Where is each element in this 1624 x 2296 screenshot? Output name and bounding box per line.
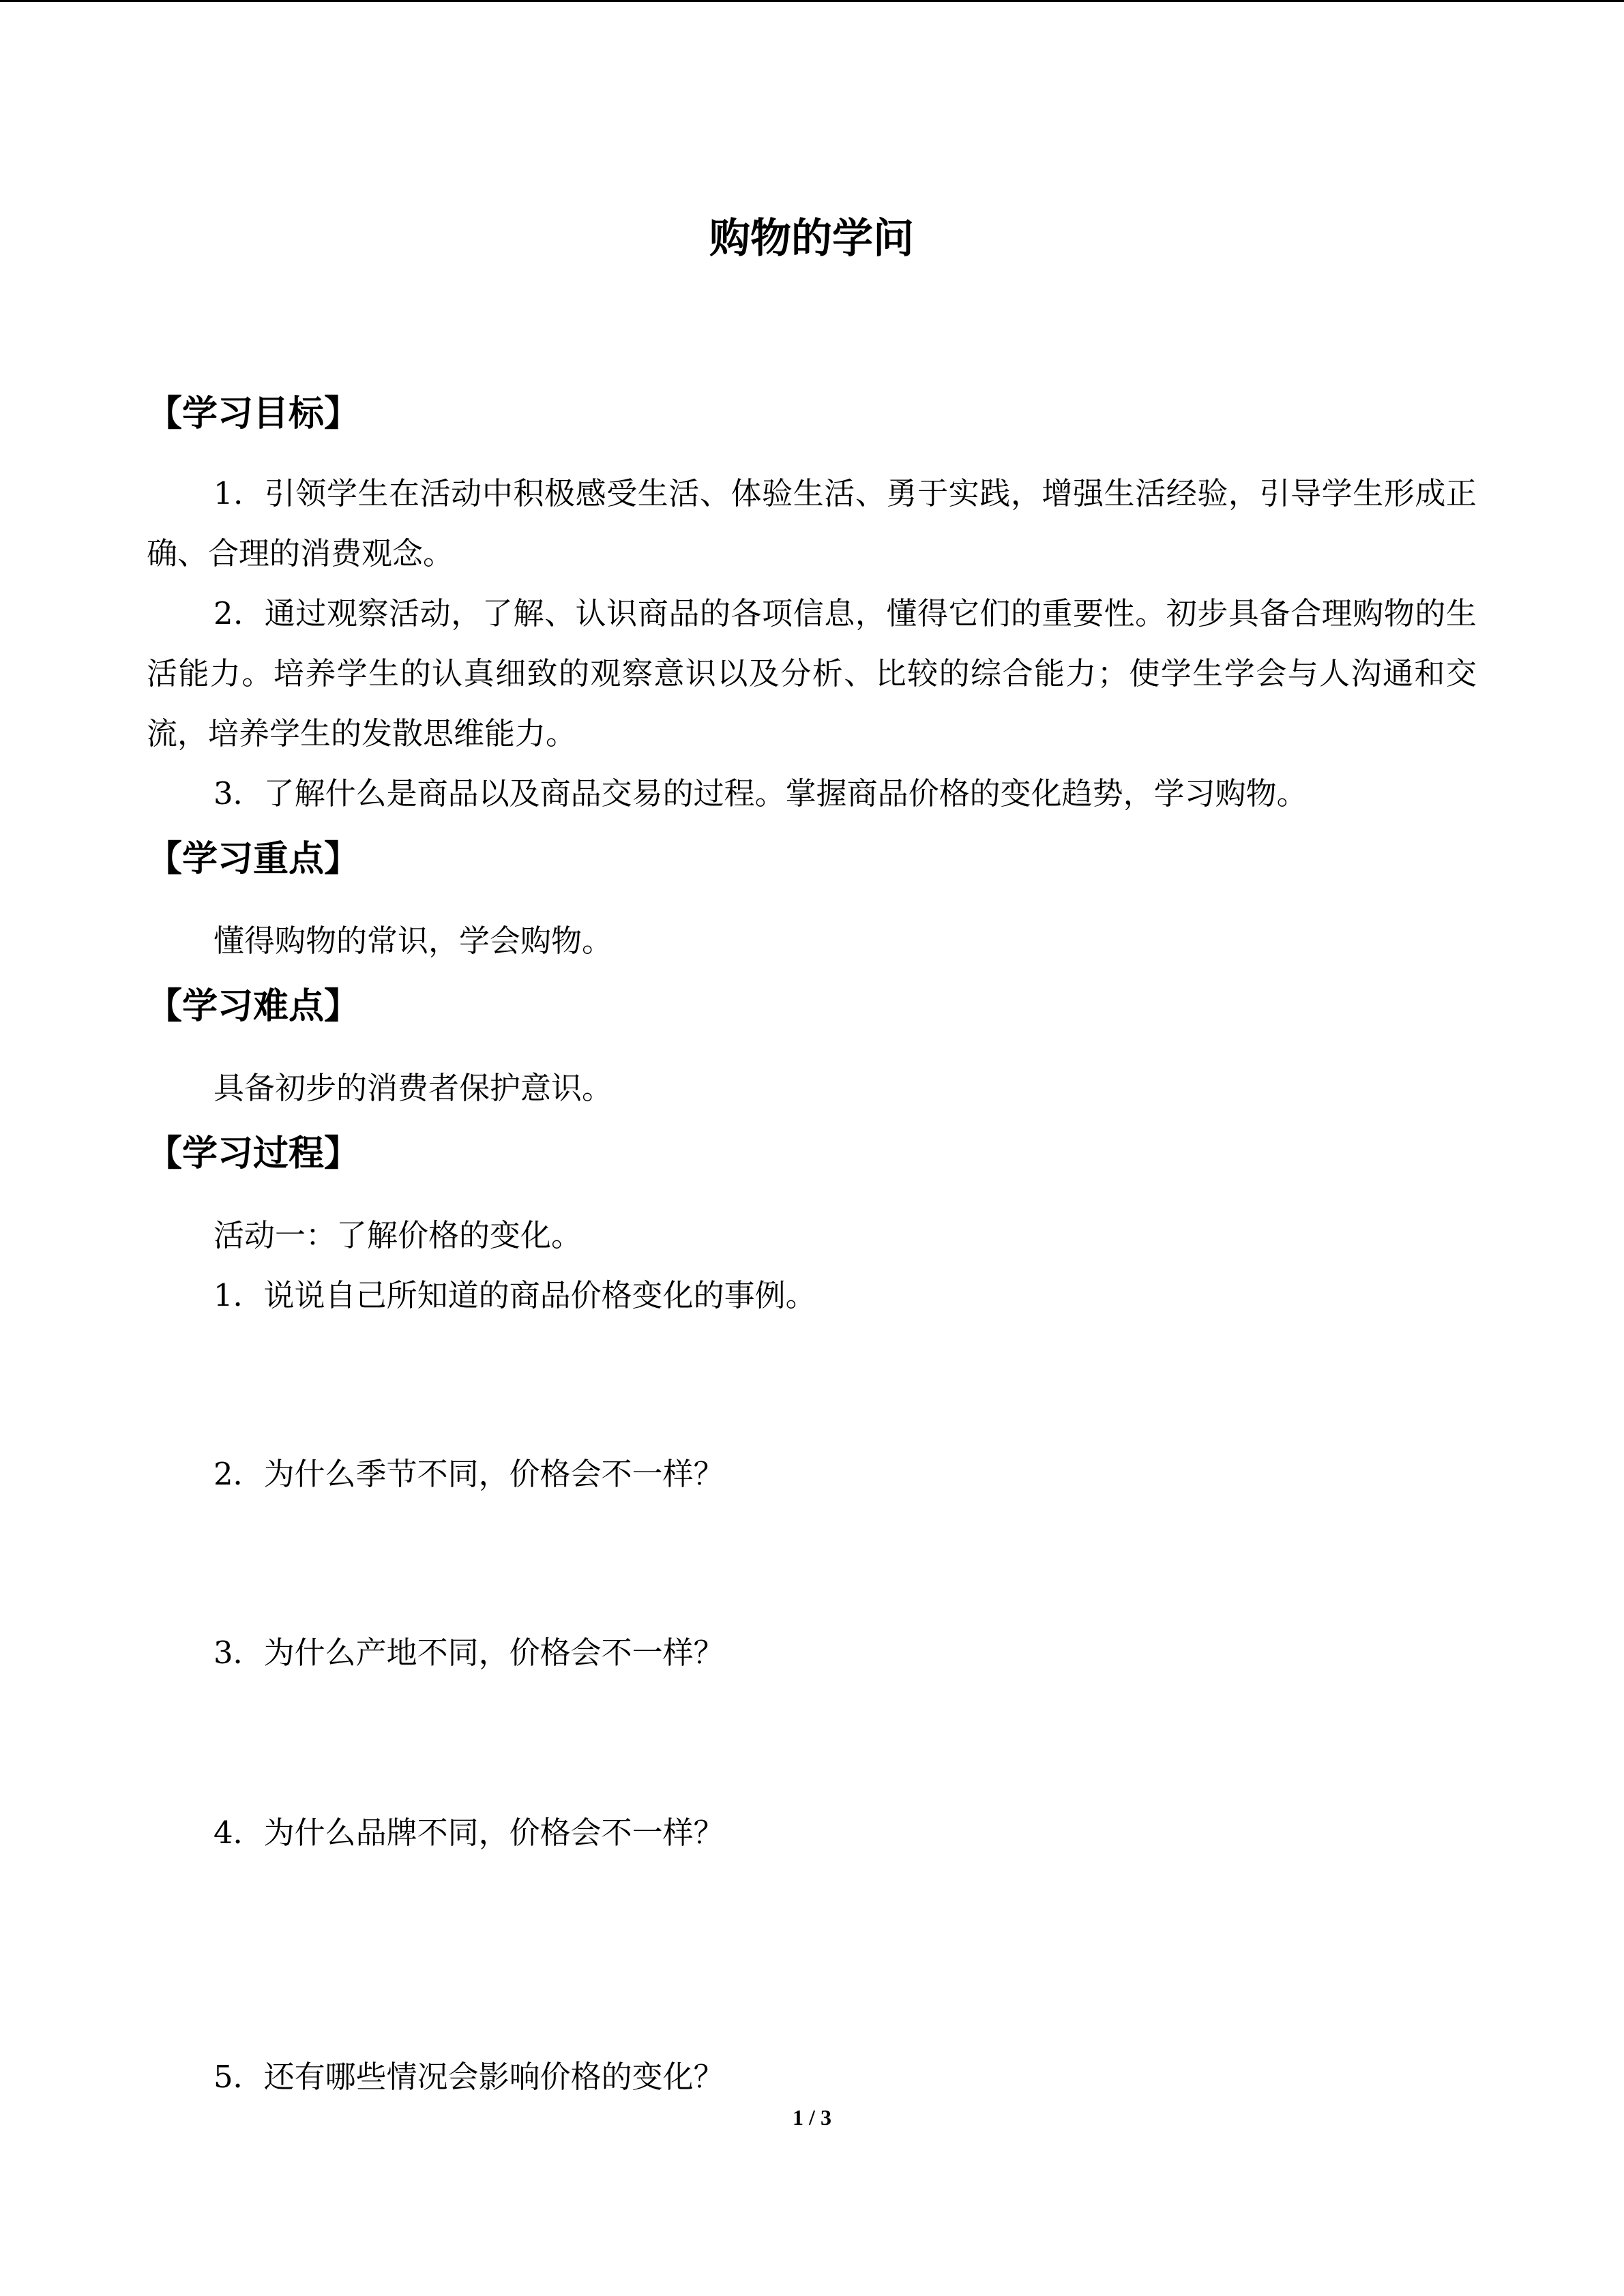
section-heading-process: 【学习过程】 xyxy=(147,1133,360,1174)
goal-item-3: 3．了解什么是商品以及商品交易的过程。掌握商品价格的变化趋势，学习购物。 xyxy=(213,775,1308,811)
question-5: 5．还有哪些情况会影响价格的变化？ xyxy=(213,2059,724,2095)
question-3: 3．为什么产地不同，价格会不一样？ xyxy=(213,1635,724,1671)
activity-title: 活动一：了解价格的变化。 xyxy=(213,1217,582,1253)
question-2: 2．为什么季节不同，价格会不一样？ xyxy=(213,1456,724,1492)
question-4: 4．为什么品牌不同，价格会不一样？ xyxy=(213,1815,724,1851)
goal-item-2: 2．通过观察活动，了解、认识商品的各项信息，懂得它们的重要性。初步具备合理购物的生活能力。培养学生的认真细致的观察意识以及分析、比较的综合能力；使学生学会与人沟通和交流，培养学生的发散思维能力。 xyxy=(147,595,1477,751)
page-number: 1 / 3 xyxy=(793,2105,831,2130)
section-heading-key-points: 【学习重点】 xyxy=(147,839,360,880)
goal-item-1: 1．引领学生在活动中积极感受生活、体验生活、勇于实践，增强生活经验，引导学生形成正确、合理的消费观念。 xyxy=(147,475,1477,571)
question-1: 1．说说自己所知道的商品价格变化的事例。 xyxy=(213,1277,816,1313)
key-points-text: 懂得购物的常识，学会购物。 xyxy=(213,923,613,959)
section-heading-goals: 【学习目标】 xyxy=(147,393,360,434)
document-title: 购物的学问 xyxy=(709,215,914,263)
document-page xyxy=(147,0,1477,2296)
difficulties-text: 具备初步的消费者保护意识。 xyxy=(213,1070,613,1106)
section-heading-difficulties: 【学习难点】 xyxy=(147,986,360,1027)
